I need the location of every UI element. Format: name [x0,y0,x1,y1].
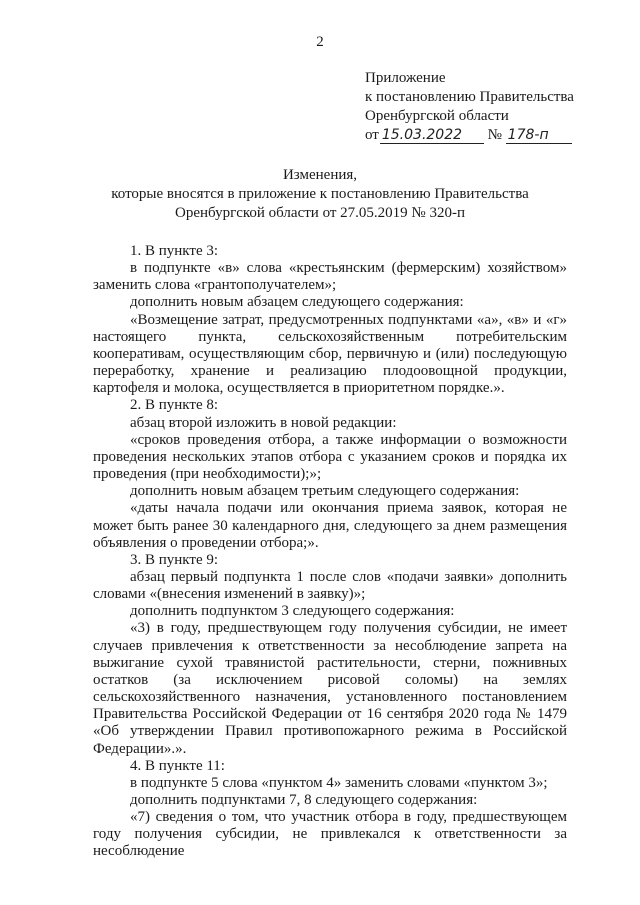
paragraph: дополнить подпунктами 7, 8 следующего содержания: [130,792,478,808]
paragraph: дополнить новым абзацем следующего содержания: [130,294,464,311]
appendix-date-line [365,126,574,145]
handwritten-date: 15.03.2022 [380,128,484,144]
paragraph: 2. В пункте 8: [130,397,219,414]
title-line-1: Изменения, [282,167,358,183]
paragraph: дополнить новым абзацем третьим следующего содержания: [130,483,520,500]
paragraph: абзац первый подпункта 1 после слов «подачи заявки» дополнить словами «(внесения изменений в заявку)»; [93,568,567,603]
date-prefix: от [365,127,379,143]
appendix-title: Приложение [365,70,446,86]
appendix-resolution-line: к постановлению Правительства [365,89,574,105]
page-number: 2 [316,34,324,50]
paragraph: «3) в году, предшествующем году получения субсидии, не имеет случаев привлечения к ответственности за несоблюдение запрета на выжигание сухой травянистой растительности, стерни, пожнивных остатков (за исключением рисовой соломы) на землях сельскохозяйственного назначения, установленного постановлением Правительства Российской Федерации от 16 сентября 2020 года № 1479 «Об утверждении Правил противопожарного режима в Российской Федерации».». [93,620,567,757]
title-line-3: Оренбургской области от 27.05.2019 № 320-п [174,205,466,221]
appendix-header [365,69,574,145]
paragraph: дополнить подпунктом 3 следующего содержания: [130,603,455,620]
paragraph: «7) сведения о том, что участник отбора в году, предшествующем году получения субсидии, не привлекался к ответственности за несоблюдение [93,809,567,860]
title-line-2: которые вносятся в приложение к постановлению Правительства [111,186,529,202]
paragraph: «Возмещение затрат, предусмотренных подпунктами «а», «в» и «г» настоящего пункта, сельскохозяйственным потребительским кооперативам, осуществляющим сбор, первичную и (или) последующую переработку, хранение и реализацию плодоовощной продукции, картофеля и молока, осуществляется в приоритетном порядке.». [93,311,567,397]
paragraph: в подпункте «в» слова «крестьянским (фермерским) хозяйством» заменить слова «грантополучателем»; [93,260,567,294]
number-sign: № [487,127,502,143]
document-body [93,243,567,861]
handwritten-number: 178-п [506,128,572,144]
paragraph: в подпункте 5 слова «пунктом 4» заменить словами «пунктом 3»; [130,774,548,791]
paragraph: 3. В пункте 9: [130,551,219,568]
appendix-region-line: Оренбургской области [365,108,509,124]
paragraph: 4. В пункте 11: [130,757,225,774]
document-title [0,166,640,223]
paragraph: «даты начала подачи или окончания приема заявок, которая не может быть ранее 30 календарного дня, следующего за днем размещения объявления о проведении отбора;». [93,500,567,551]
paragraph: «сроков проведения отбора, а также информации о возможности проведения нескольких этапов отбора с указанием сроков и порядка их проведения (при необходимости);»; [93,431,567,483]
paragraph: абзац второй изложить в новой редакции: [130,414,397,431]
paragraph: 1. В пункте 3: [130,243,219,259]
